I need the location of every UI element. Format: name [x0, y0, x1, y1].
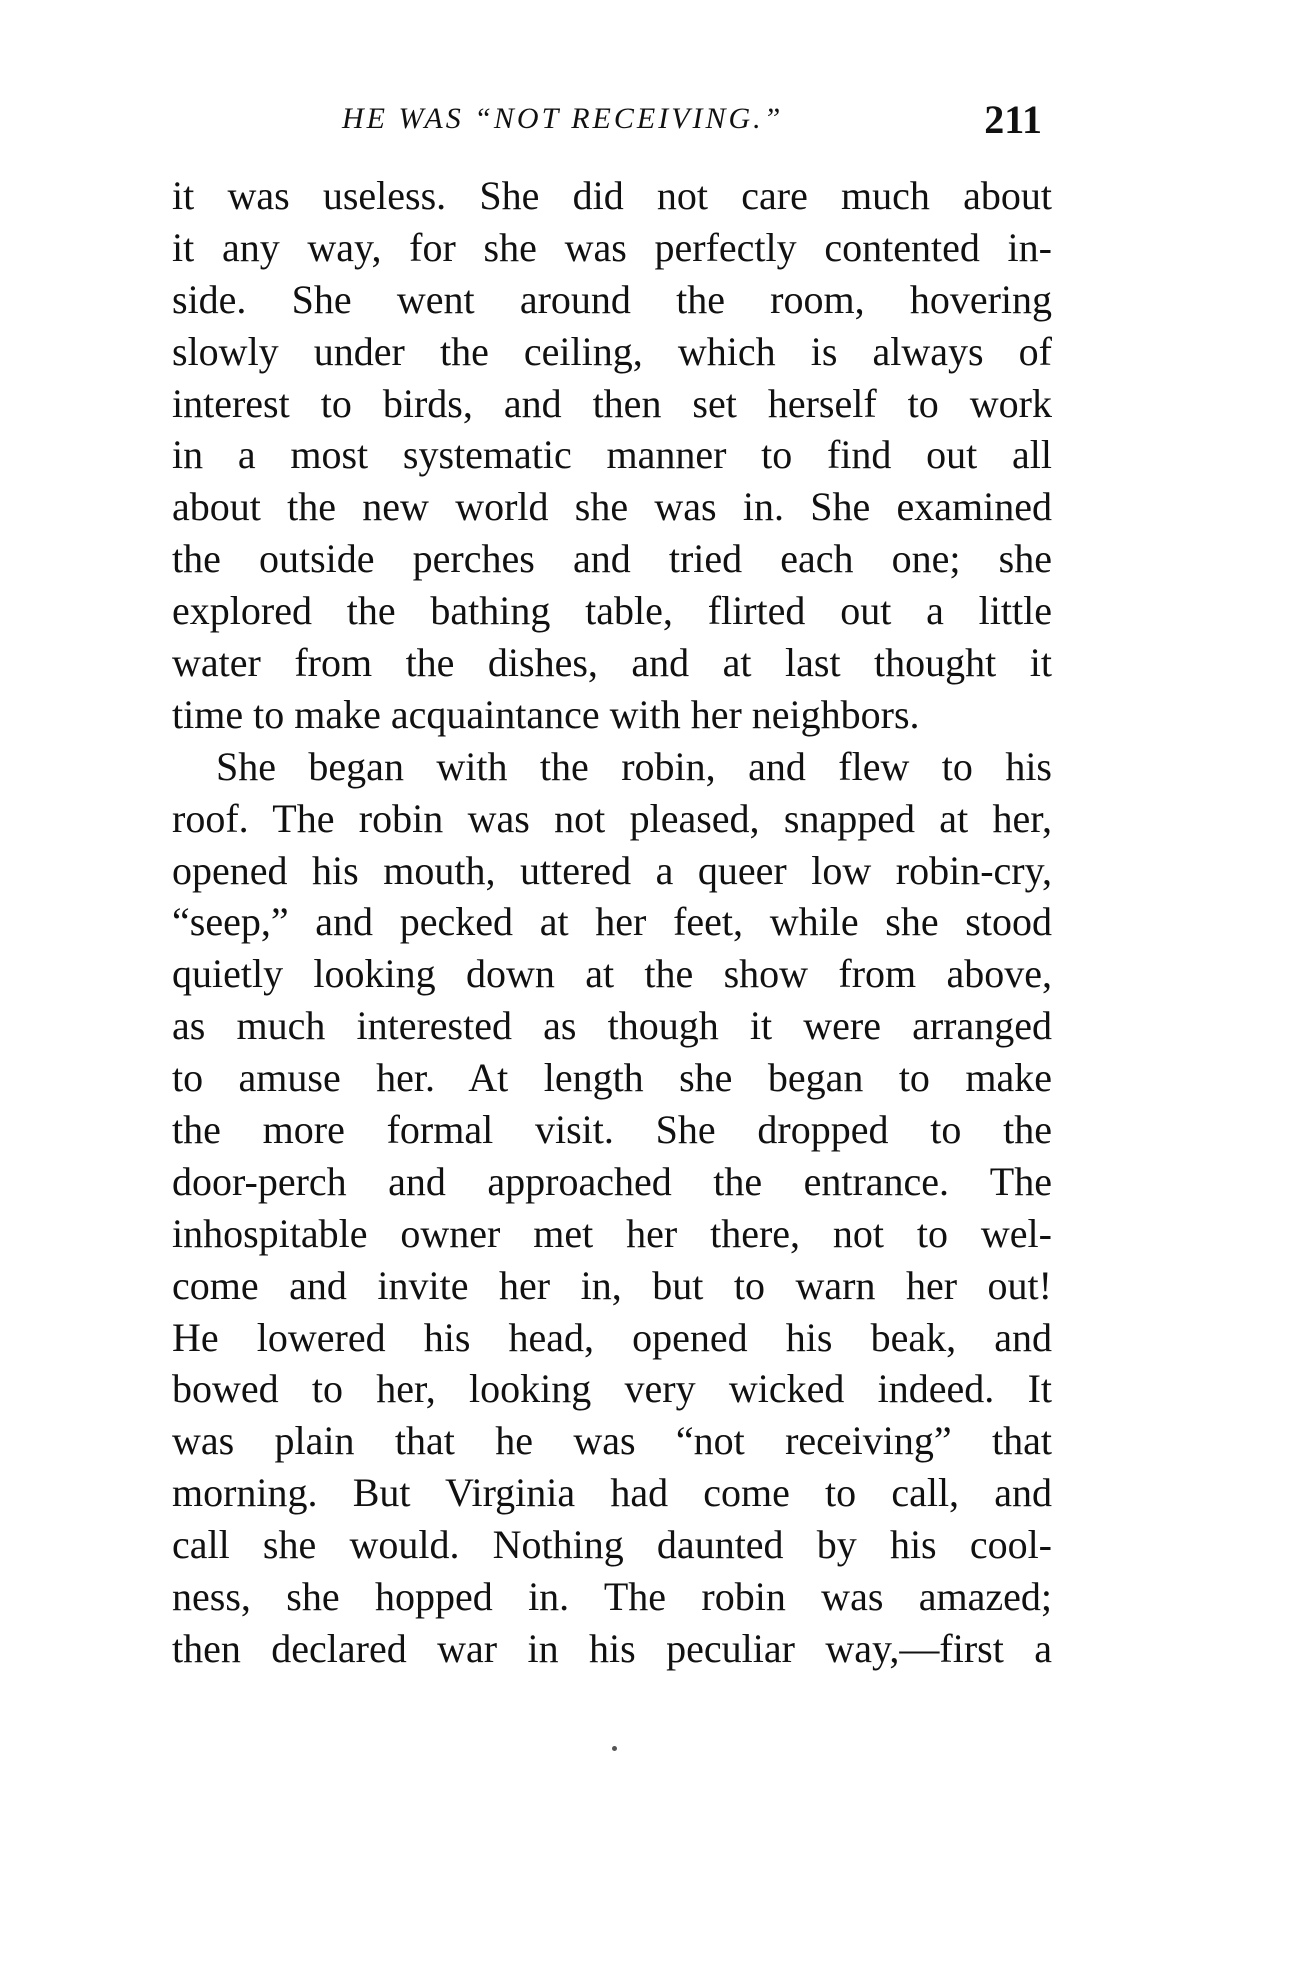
- text-line: the outside perches and tried each one; she: [172, 536, 1052, 582]
- paragraph-end-line: time to make acquaintance with her neighbors.: [172, 691, 920, 737]
- text-line: it any way, for she was perfectly contented in-: [172, 224, 1052, 270]
- running-head: [170, 96, 1050, 148]
- text-line: slowly under the ceiling, which is always of: [172, 328, 1052, 374]
- text-line: explored the bathing table, flirted out a little: [172, 588, 1052, 634]
- text-line: opened his mouth, uttered a queer low robin-cry,: [172, 847, 1052, 893]
- text-line: He lowered his head, opened his beak, and: [172, 1314, 1052, 1360]
- paragraph-start-line: She began with the robin, and flew to his: [216, 743, 1052, 789]
- text-line: ness, she hopped in. The robin was amazed;: [172, 1574, 1052, 1620]
- text-line: door-perch and approached the entrance. The: [172, 1158, 1052, 1204]
- text-line: morning. But Virginia had come to call, and: [172, 1470, 1052, 1516]
- text-line: side. She went around the room, hovering: [172, 276, 1052, 322]
- text-line: about the new world she was in. She examined: [172, 484, 1052, 530]
- text-line: roof. The robin was not pleased, snapped at her,: [172, 795, 1052, 841]
- text-line: come and invite her in, but to warn her out!: [172, 1262, 1052, 1308]
- text-line: was plain that he was “not receiving” that: [172, 1418, 1052, 1464]
- ink-speck: [612, 1746, 617, 1751]
- text-line: inhospitable owner met her there, not to wel-: [172, 1210, 1052, 1256]
- text-line: as much interested as though it were arranged: [172, 1003, 1052, 1049]
- page-number: 211: [984, 97, 1042, 142]
- running-title: HE WAS “NOT RECEIVING.”: [342, 102, 784, 135]
- text-line: in a most systematic manner to find out all: [172, 432, 1052, 478]
- text-line: it was useless. She did not care much about: [172, 173, 1052, 218]
- text-line: to amuse her. At length she began to make: [172, 1055, 1052, 1101]
- text-line: bowed to her, looking very wicked indeed. It: [172, 1366, 1052, 1412]
- text-line: interest to birds, and then set herself to work: [172, 380, 1052, 426]
- text-line: then declared war in his peculiar way,—first a: [172, 1625, 1052, 1671]
- text-line: “seep,” and pecked at her feet, while she stood: [172, 899, 1052, 945]
- body-text: [172, 170, 1052, 1675]
- text-line: call she would. Nothing daunted by his cool-: [172, 1522, 1052, 1568]
- text-line: quietly looking down at the show from above,: [172, 951, 1052, 997]
- text-line: the more formal visit. She dropped to the: [172, 1107, 1052, 1153]
- text-line: water from the dishes, and at last thought it: [172, 640, 1052, 686]
